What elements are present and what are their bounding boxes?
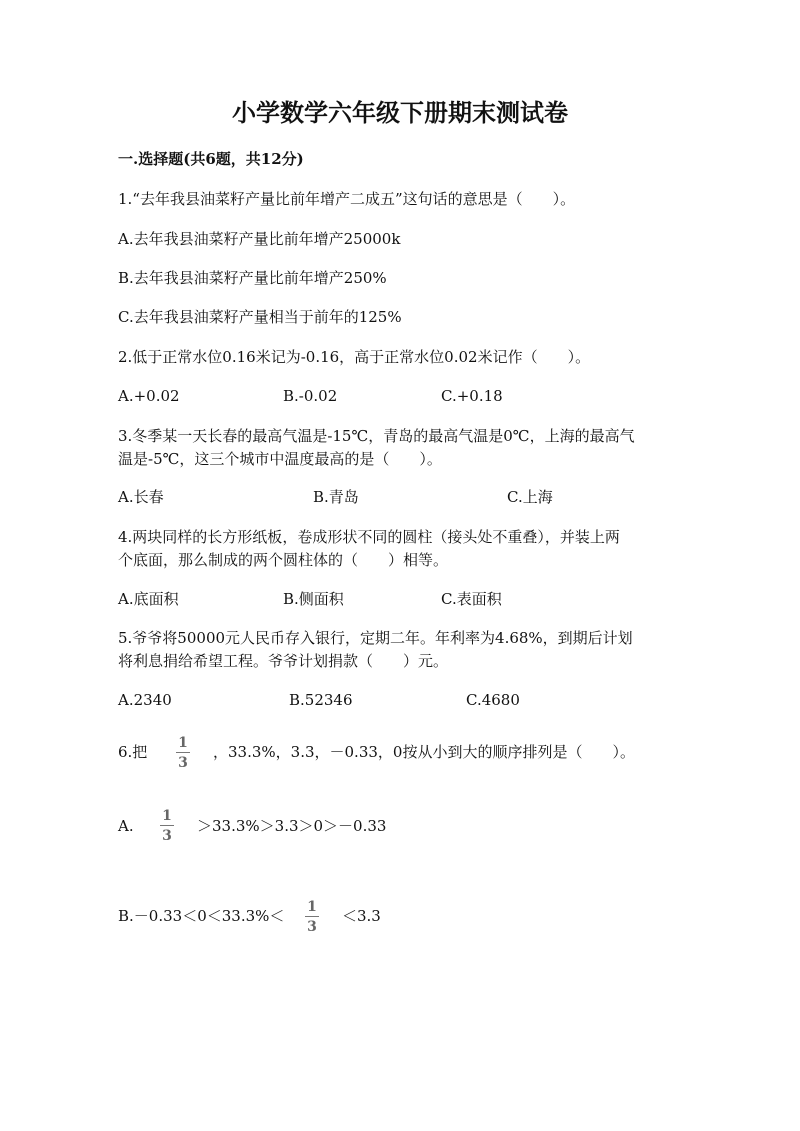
question-1-option-a: A.去年我县油菜籽产量比前年增产25000k — [118, 230, 401, 248]
question-6-option-a-fraction — [160, 808, 174, 844]
question-1-option-c: C.去年我县油菜籽产量相当于前年的125% — [118, 308, 402, 326]
question-2-stem: 2.低于正常水位0.16米记为-0.16，高于正常水位0.02米记作（ ）。 — [118, 348, 591, 366]
question-4-option-a: A.底面积 — [118, 590, 179, 608]
fraction-denominator: 3 — [178, 755, 188, 771]
question-5-option-a: A.2340 — [118, 691, 172, 709]
fraction-numerator: 1 — [178, 735, 188, 751]
question-1-stem: 1.“去年我县油菜籽产量比前年增产二成五”这句话的意思是（ ）。 — [118, 190, 576, 208]
section-heading: 一.选择题(共6题，共12分) — [118, 150, 304, 168]
question-4-option-c: C.表面积 — [441, 590, 502, 608]
fraction-numerator: 1 — [307, 899, 317, 915]
question-3-stem-line-1: 3.冬季某一天长春的最高气温是-15℃，青岛的最高气温是0℃，上海的最高气 — [118, 427, 635, 445]
question-6-option-b-fraction — [305, 899, 319, 935]
fraction-bar — [305, 916, 319, 917]
question-2-option-b: B.-0.02 — [283, 387, 338, 405]
question-6-option-a-suffix: ＞33.3%＞3.3＞0＞－0.33 — [197, 817, 387, 835]
question-6-fraction — [176, 735, 190, 771]
fraction-bar — [176, 752, 190, 753]
fraction-denominator: 3 — [307, 919, 317, 935]
question-3-option-c: C.上海 — [507, 488, 553, 506]
question-4-stem-line-1: 4.两块同样的长方形纸板，卷成形状不同的圆柱（接头处不重叠），并装上两 — [118, 528, 620, 546]
question-5-stem-line-2: 将利息捐给希望工程。爷爷计划捐款（ ）元。 — [118, 652, 449, 670]
fraction-numerator: 1 — [162, 808, 172, 824]
question-5-stem-line-1: 5.爷爷将50000元人民币存入银行，定期二年。年利率为4.68%，到期后计划 — [118, 629, 633, 647]
question-6-option-a-prefix: A. — [118, 817, 134, 835]
question-6-stem-prefix: 6.把 — [118, 743, 148, 761]
question-4-option-b: B.侧面积 — [283, 590, 344, 608]
question-2-option-c: C.+0.18 — [441, 387, 503, 405]
page-title: 小学数学六年级下册期末测试卷 — [232, 98, 568, 127]
question-3-option-a: A.长春 — [118, 488, 164, 506]
question-6-option-b-suffix: ＜3.3 — [342, 907, 381, 925]
question-6-stem-suffix: ，33.3%，3.3，－0.33，0按从小到大的顺序排列是（ ）。 — [213, 743, 635, 761]
question-5-option-c: C.4680 — [466, 691, 520, 709]
fraction-bar — [160, 825, 174, 826]
question-1-option-b: B.去年我县油菜籽产量比前年增产250% — [118, 269, 387, 287]
question-3-stem-line-2: 温是-5℃，这三个城市中温度最高的是（ ）。 — [118, 450, 442, 468]
question-2-option-a: A.+0.02 — [118, 387, 180, 405]
question-3-option-b: B.青岛 — [313, 488, 359, 506]
question-6-option-b-prefix: B.－0.33＜0＜33.3%＜ — [118, 907, 285, 925]
question-4-stem-line-2: 个底面，那么制成的两个圆柱体的（ ）相等。 — [118, 551, 449, 569]
question-5-option-b: B.52346 — [289, 691, 353, 709]
fraction-denominator: 3 — [162, 828, 172, 844]
